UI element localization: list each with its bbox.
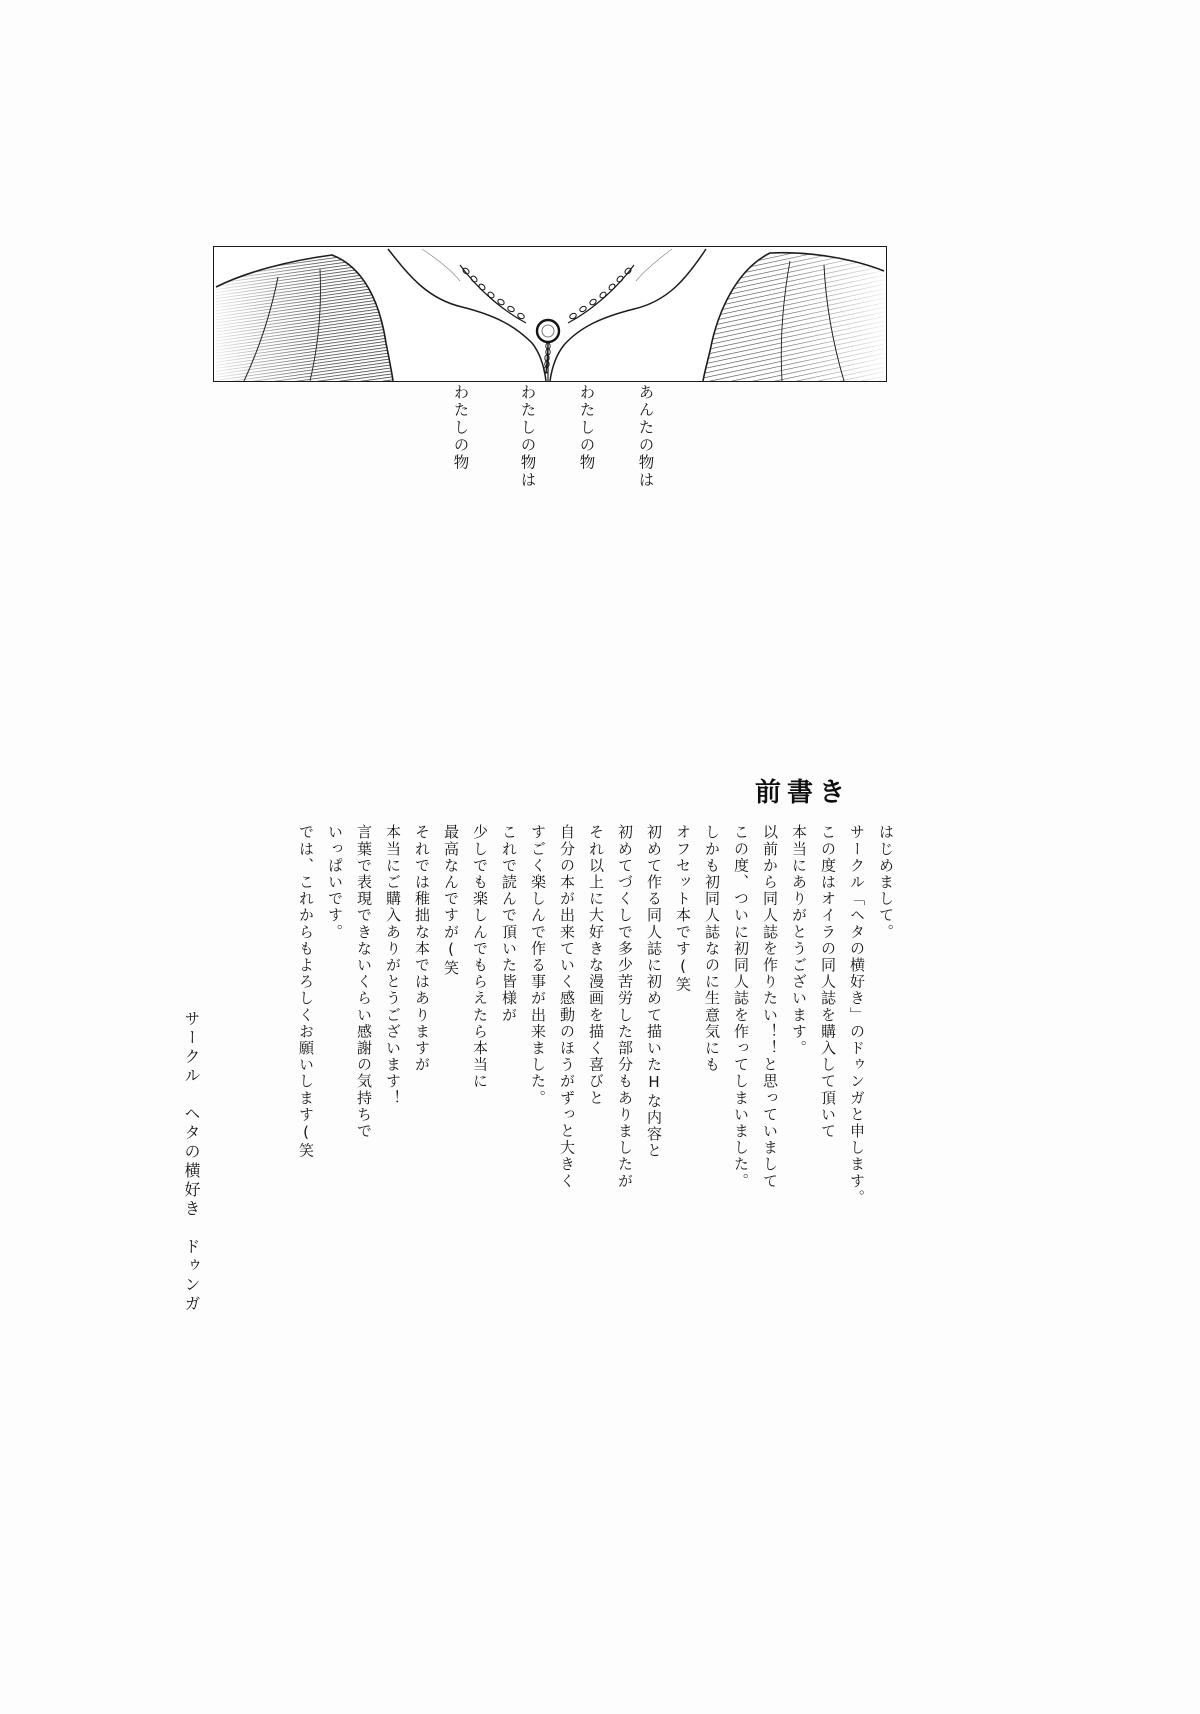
preface-column: では、これからもよろしくお願いします(笑 — [297, 824, 315, 1159]
dialogue-line-3: わたしの物は — [518, 384, 537, 489]
preface-column: サークル「ヘタの横好き」のドゥンガと申します。 — [848, 824, 866, 1206]
preface-body — [284, 824, 893, 1384]
preface-signature: サークル ヘタの横好き ドゥンガ — [182, 1010, 201, 1314]
manga-panel-artwork — [214, 247, 886, 381]
preface-column: 本当にありがとうございます。 — [790, 824, 808, 1057]
manga-panel — [213, 246, 887, 382]
dialogue-line-1: あんたの物は — [636, 384, 655, 489]
preface-title: 前書き — [755, 778, 852, 808]
preface-column: 最高なんですが(笑 — [442, 824, 460, 977]
preface-column: それでは稚拙な本ではありますが — [413, 824, 431, 1073]
preface-column: いっぱいです。 — [326, 824, 344, 941]
preface-column: 言葉で表現できないくらい感謝の気持ちで — [355, 824, 373, 1140]
preface-column: この度はオイラの同人誌を購入して頂いて — [819, 824, 837, 1140]
dialogue-line-2: わたしの物 — [577, 384, 596, 472]
preface-column: しかも初同人誌なのに生意気にも — [703, 824, 721, 1073]
dialogue-line-4: わたしの物 — [451, 384, 470, 472]
preface-column: はじめまして。 — [877, 824, 895, 941]
preface-column: 以前から同人誌を作りたい！！と思っていまして — [761, 824, 779, 1190]
preface-column: それ以上に大好きな漫画を描く喜びと — [587, 824, 605, 1107]
preface-column: 自分の本が出来ていく感動のほうがずっと大きく — [558, 824, 576, 1190]
preface-column: この度、ついに初同人誌を作ってしまいました。 — [732, 824, 750, 1190]
preface-column: 本当にご購入ありがとうございます！ — [384, 824, 402, 1107]
preface-column: 初めて作る同人誌に初めて描いたHな内容と — [645, 824, 663, 1159]
preface-column: オフセット本です(笑 — [674, 824, 692, 993]
preface-column: 初めてづくしで多少苦労した部分もありましたが — [616, 824, 634, 1190]
preface-column: 少しでも楽しんでもらえたら本当に — [471, 824, 489, 1090]
preface-column: これで読んで頂いた皆様が — [500, 824, 518, 1024]
preface-column: すごく楽しんで作る事が出来ました。 — [529, 824, 547, 1107]
